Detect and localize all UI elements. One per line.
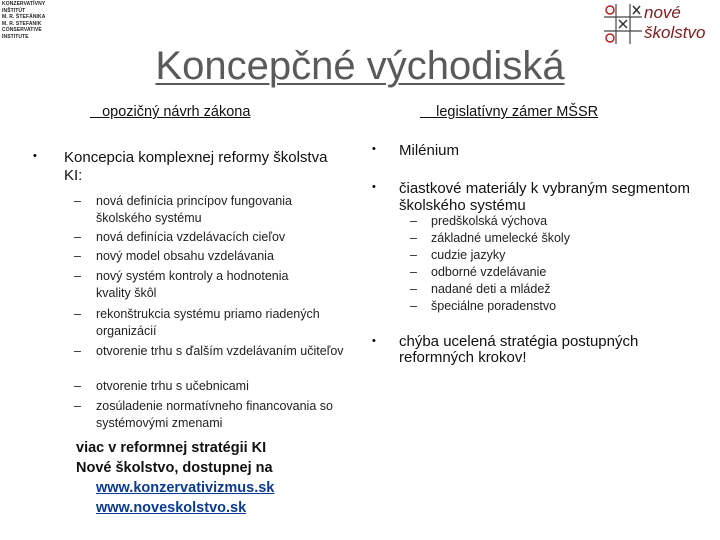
bullet-icon: • bbox=[372, 143, 376, 155]
dash-icon: – bbox=[410, 265, 417, 279]
dash-icon: – bbox=[74, 249, 81, 263]
left-column-heading bbox=[90, 104, 250, 120]
bullet-icon: • bbox=[33, 150, 37, 162]
logo-right-line1: nové bbox=[644, 3, 681, 22]
konzervativny-institut-logo bbox=[2, 1, 64, 40]
logo-left-line: INSTITUTE bbox=[2, 33, 29, 40]
dash-icon: – bbox=[74, 194, 81, 208]
right-sub-item: predškolská výchova bbox=[431, 214, 548, 228]
dash-icon: – bbox=[74, 379, 81, 393]
right-sub-item: cudzie jazyky bbox=[431, 248, 506, 262]
right-bullet-milenium: Milénium bbox=[399, 142, 460, 159]
logo-left-line: KONZERVATÍVNY bbox=[2, 1, 46, 7]
dash-icon: – bbox=[74, 344, 81, 358]
page-title: Koncepčné východiská bbox=[155, 44, 565, 88]
left-sub-item: nová definícia princípov fungovania školského systému bbox=[96, 194, 292, 225]
strategy-note bbox=[76, 438, 346, 518]
left-sub-item: zosúladenie normatívneho financovania so systémovými zmenami bbox=[96, 399, 333, 430]
dash-icon: – bbox=[410, 282, 417, 296]
bullet-icon: • bbox=[372, 335, 376, 347]
right-sub-item: špeciálne poradenstvo bbox=[431, 299, 557, 313]
logo-right-line2: školstvo bbox=[644, 23, 706, 42]
noveskolstvo-link[interactable]: www.noveskolstvo.sk bbox=[96, 500, 247, 516]
dash-icon: – bbox=[74, 269, 81, 283]
strategy-note-line2: Nové školstvo, dostupnej na bbox=[76, 460, 273, 476]
left-column-heading-text: opozičný návrh zákona bbox=[102, 104, 251, 120]
left-sub-item: nový model obsahu vzdelávania bbox=[96, 249, 274, 263]
left-sub-item: nový systém kontroly a hodnotenia kvality škôl bbox=[96, 269, 289, 300]
right-sub-item: základné umelecké školy bbox=[431, 231, 570, 245]
left-main-bullet: Koncepcia komplexnej reformy školstva KI: bbox=[64, 149, 328, 184]
left-sub-item: otvorenie trhu s učebnicami bbox=[96, 379, 249, 393]
right-column-heading-text: legislatívny zámer MŠSR bbox=[436, 104, 599, 120]
dash-icon: – bbox=[410, 248, 417, 262]
dash-icon: – bbox=[74, 399, 81, 413]
konzervativizmus-link[interactable]: www.konzervativizmus.sk bbox=[96, 480, 275, 496]
dash-icon: – bbox=[410, 299, 417, 313]
nove-skolstvo-logo bbox=[604, 4, 716, 46]
right-sub-item: odborné vzdelávanie bbox=[431, 265, 547, 279]
logo-left-line: CONSERVATIVE bbox=[2, 27, 42, 33]
left-sub-item: rekonštrukcia systému priamo riadených organizácií bbox=[96, 307, 320, 338]
dash-icon: – bbox=[410, 231, 417, 245]
dash-icon: – bbox=[74, 230, 81, 244]
dash-icon: – bbox=[410, 214, 417, 228]
left-sub-item: nová definícia vzdelávacích cieľov bbox=[96, 230, 286, 244]
left-sub-item: otvorenie trhu s ďalším vzdelávaním učiteľov bbox=[96, 344, 344, 358]
logo-left-line: M. R. STEFANIK bbox=[2, 20, 42, 27]
right-bullet-materials: čiastkové materiály k vybraným segmentom školského systému bbox=[399, 180, 690, 214]
dash-icon: – bbox=[74, 307, 81, 321]
right-sub-item: nadané deti a mládež bbox=[431, 282, 551, 296]
logo-left-line: INŠTITÚT bbox=[2, 7, 26, 14]
right-bullet-strategy: chýba ucelená stratégia postupných reformných krokov! bbox=[399, 333, 639, 366]
strategy-note-line1: viac v reformnej stratégii KI bbox=[76, 440, 267, 456]
logo-left-line: M. R. ŠTEFÁNIKA bbox=[2, 14, 46, 20]
right-column-heading bbox=[420, 104, 598, 120]
bullet-icon: • bbox=[372, 181, 376, 193]
